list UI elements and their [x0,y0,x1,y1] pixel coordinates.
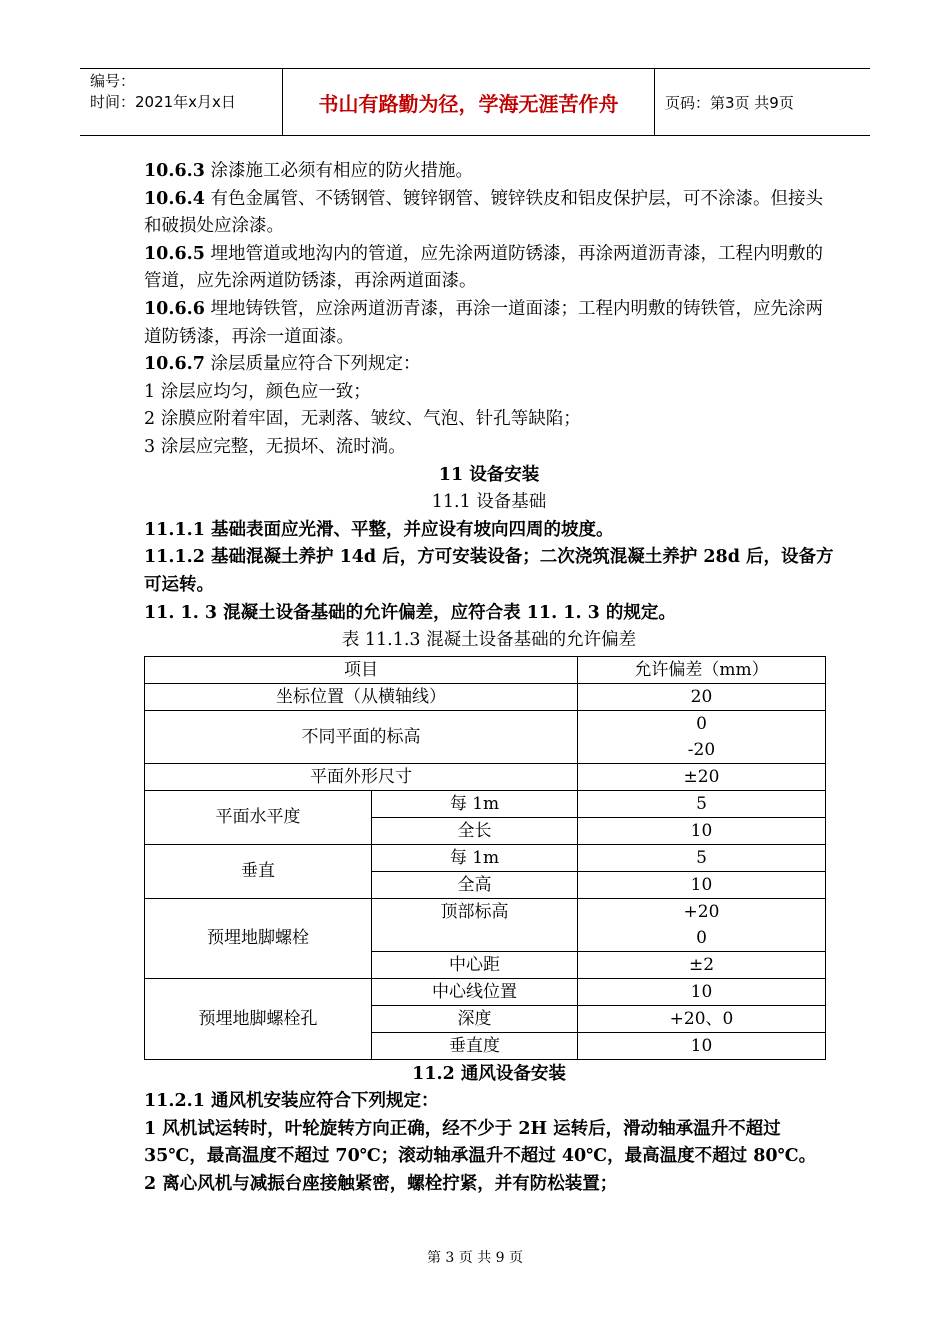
table-cell-value: 10 [578,871,826,898]
table-cell-value: +20、0 [578,1005,826,1032]
section-heading-11: 11 设备安装 [438,464,540,485]
table-cell-value: 10 [578,1032,826,1059]
table-caption: 表 11.1.3 混凝土设备基础的允许偏差 [341,630,637,651]
clause-number: 10.6.3 [144,161,205,181]
table-cell-sub: 中心线位置 [372,978,578,1005]
table-cell-item: 不同平面的标高 [145,710,578,763]
table-row [145,844,826,871]
table-cell-value: 5 [578,790,826,817]
table-cell-sub: 深度 [372,1005,578,1032]
list-item: 2 离心风机与减振台座接触紧密，螺栓拧紧，并有防松装置； [144,1174,618,1195]
clause-10-6-3 [144,158,834,186]
table-cell-value: 5 [578,844,826,871]
table-header-deviation: 允许偏差（mm） [578,656,826,683]
table-row [145,790,826,817]
table-cell-sub: 全高 [372,871,578,898]
table-cell-item: 平面水平度 [145,790,372,844]
clause-text: 埋地管道或地沟内的管道，应先涂两道防锈漆，再涂两道沥青漆，工程内明敷的管道，应先涂两道防锈漆，再涂两道面漆。 [144,243,823,292]
table-row [145,978,826,1005]
page-footer: 第 3 页 共 9 页 [426,1250,524,1266]
deviation-table [144,656,826,1060]
list-item: 3 涂层应完整，无损坏、流时淌。 [144,436,406,457]
header-time-label: 时间：2021年x月x日 [90,93,236,111]
table-cell-value: 10 [578,817,826,844]
table-cell-sub: 顶部标高 [372,898,578,951]
table-cell-value: ±20 [578,763,826,790]
table-cell-value: 10 [578,978,826,1005]
clause-11-1-1: 11.1.1 基础表面应光滑、平整，并应设有坡向四周的坡度。 [144,519,614,540]
clause-number: 10.6.5 [144,243,205,264]
table-cell-value: 20 [578,683,826,710]
table-row [145,898,826,925]
list-item: 1 涂层应均匀，颜色应一致； [144,381,371,402]
table-header-item: 项目 [145,656,578,683]
table-cell-sub: 垂直度 [372,1032,578,1059]
table-header-row [145,656,826,683]
table-cell-value: -20 [578,737,826,764]
table-row [145,683,826,710]
clause-text: 涂层质量应符合下列规定： [204,354,421,375]
table-cell-value: 0 [578,925,826,952]
subsection-heading-11-1: 11.1 设备基础 [431,492,547,513]
table-cell-item: 预埋地脚螺栓 [145,898,372,978]
clause-11-2-1: 11.2.1 通风机安装应符合下列规定： [144,1091,439,1112]
list-item: 2 涂膜应附着牢固，无剥落、皱纹、气泡、针孔等缺陷； [144,409,581,430]
table-cell-item: 坐标位置（从横轴线） [145,683,578,710]
table-cell-sub: 全长 [372,817,578,844]
table-cell-sub: 中心距 [372,951,578,978]
page-header [80,68,870,136]
header-page-label: 页码：第3页 共9页 [665,93,794,112]
clause-11-1-3: 11. 1. 3 混凝土设备基础的允许偏差，应符合表 11. 1. 3 的规定。 [144,602,676,623]
table-cell-value: ±2 [578,951,826,978]
list-item: 1 风机试运转时，叶轮旋转方向正确，经不少于 2H 运转后，滑动轴承温升不超过 35℃，最高温度不超过 70℃；滚动轴承温升不超过 40℃，最高温度不超过 80℃。 [144,1118,817,1167]
clause-text: 涂漆施工必须有相应的防火措施。 [204,161,473,181]
header-meta [80,69,283,135]
table-cell-value: +20 [578,898,826,925]
table-cell-item: 垂直 [145,844,372,898]
table-cell-value: 0 [578,710,826,737]
table-cell-item: 预埋地脚螺栓孔 [145,978,372,1059]
header-code-label: 编号： [90,72,136,90]
header-motto: 书山有路勤为径，学海无涯苦作舟 [283,69,655,135]
table-cell-sub: 每 1m [372,790,578,817]
clause-10-6-5 [144,241,834,296]
clause-10-6-6 [144,296,834,351]
subsection-heading-11-2: 11.2 通风设备安装 [412,1063,566,1084]
clause-text: 埋地铸铁管，应涂两道沥青漆，再涂一道面漆；工程内明敷的铸铁管，应先涂两道防锈漆，再涂一道面漆。 [144,298,823,347]
clause-number: 10.6.6 [144,298,205,319]
clause-text: 有色金属管、不锈钢管、镀锌钢管、镀锌铁皮和铝皮保护层，可不涂漆。但接头和破损处应涂漆。 [144,188,823,237]
table-row [145,710,826,737]
clause-10-6-7 [144,351,834,379]
table-cell-item: 平面外形尺寸 [145,763,578,790]
clause-10-6-4 [144,186,834,241]
table-row [145,763,826,790]
clause-number: 10.6.4 [144,188,205,209]
document-body [144,158,834,1199]
table-cell-sub: 每 1m [372,844,578,871]
clause-number: 10.6.7 [144,354,205,375]
clause-11-1-2: 11.1.2 基础混凝土养护 14d 后，方可安装设备；二次浇筑混凝土养护 28d 后，设备方可运转。 [144,547,834,595]
